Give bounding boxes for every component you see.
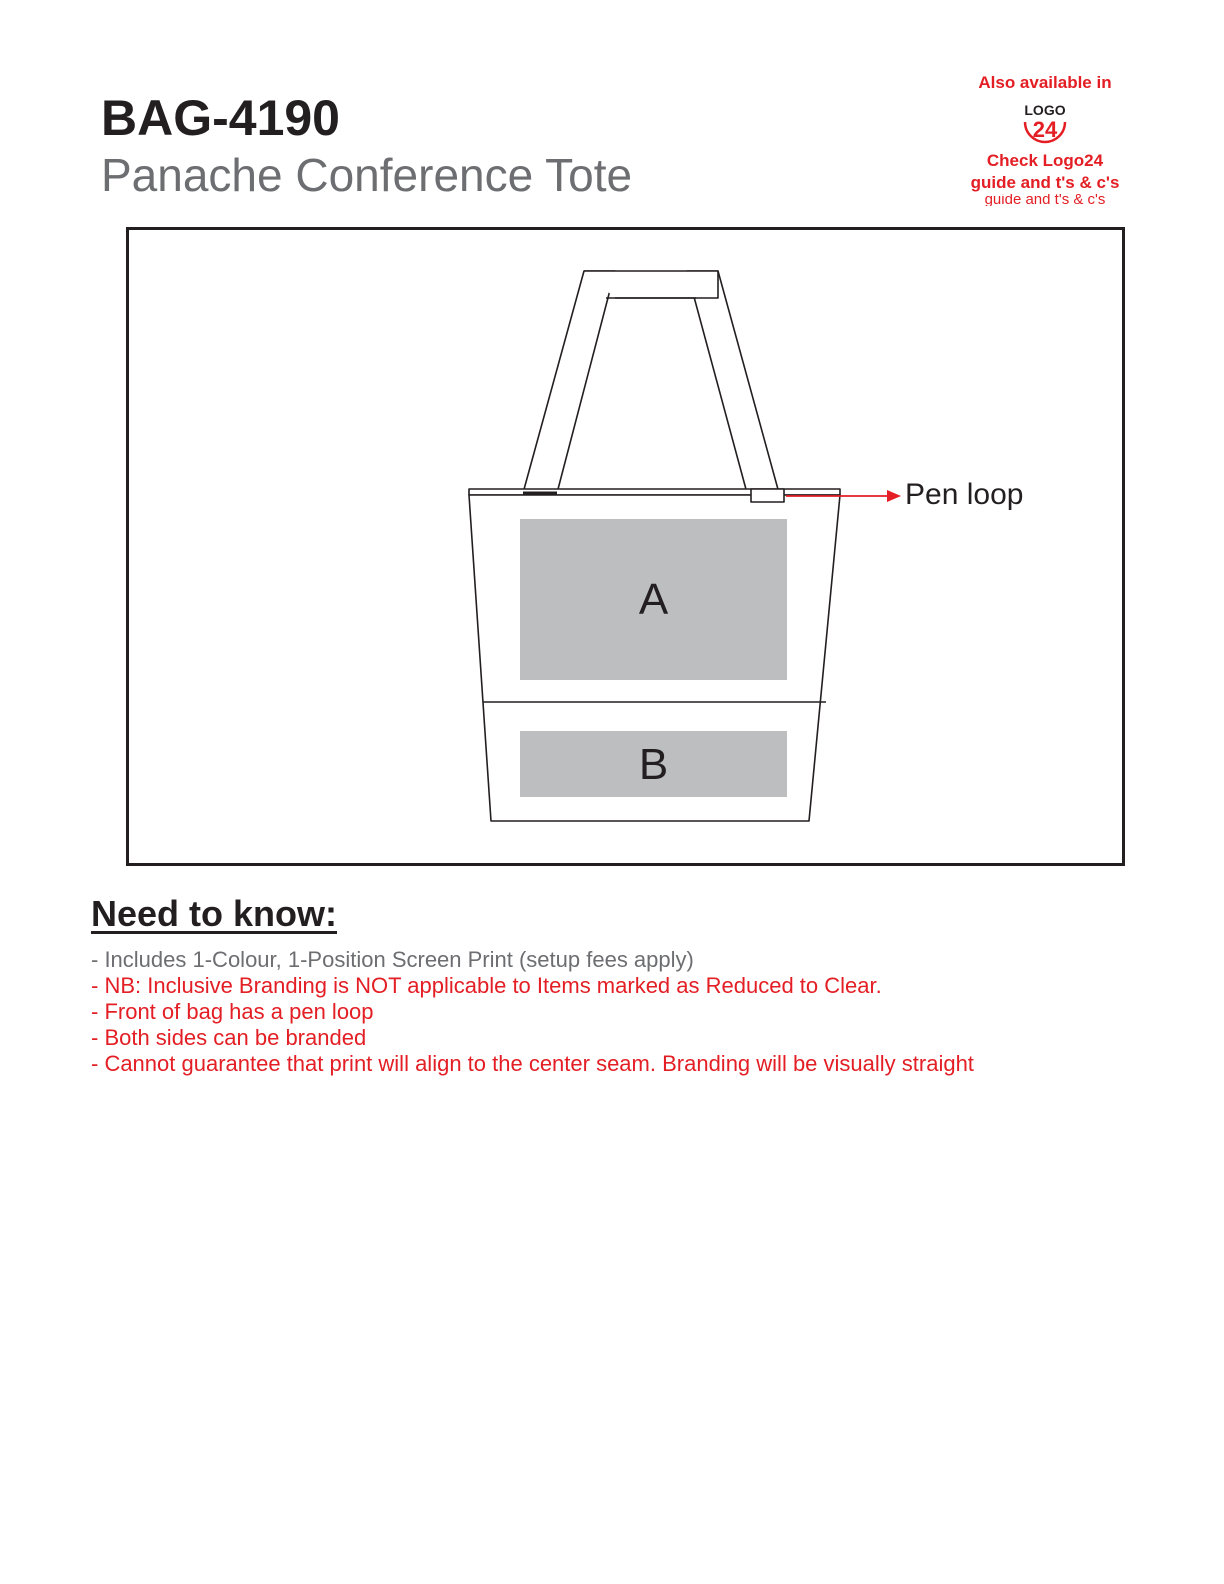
tote-handle-right — [687, 271, 779, 493]
logo24-ring-icon — [1017, 98, 1073, 146]
logo24-word: LOGO — [1024, 102, 1066, 118]
note-item: - NB: Inclusive Branding is NOT applicable to Items marked as Reduced to Clear. — [91, 973, 882, 998]
badge-line-2: guide and t's & c's — [970, 173, 1120, 192]
logo24-badge — [950, 72, 1140, 218]
badge-top-text: Also available in — [978, 73, 1112, 92]
need-to-know-list — [91, 947, 974, 1077]
need-to-know-title: Need to know: — [91, 893, 338, 934]
zone-b-label: B — [638, 740, 669, 789]
note-item: - Cannot guarantee that print will align to the center seam. Branding will be visually straight — [91, 1051, 974, 1076]
badge-line-1: Check Logo24 — [986, 151, 1104, 170]
branding-diagram — [126, 227, 1125, 866]
logo24-number: 24 — [1032, 117, 1058, 142]
pen-loop — [751, 489, 784, 502]
product-name: Panache Conference Tote — [101, 149, 633, 201]
pen-loop-label: Pen loop — [905, 478, 1024, 511]
logo24-logo — [950, 94, 1140, 150]
note-item: - Includes 1-Colour, 1-Position Screen Print (setup fees apply) — [91, 947, 694, 972]
note-item: - Front of bag has a pen loop — [91, 999, 374, 1024]
tote-handle-left — [523, 271, 615, 493]
zone-a-label: A — [638, 575, 669, 624]
product-code: BAG-4190 — [101, 90, 340, 146]
badge-ghost-line: guide and t's & c's — [984, 194, 1106, 206]
note-item: - Both sides can be branded — [91, 1025, 367, 1050]
